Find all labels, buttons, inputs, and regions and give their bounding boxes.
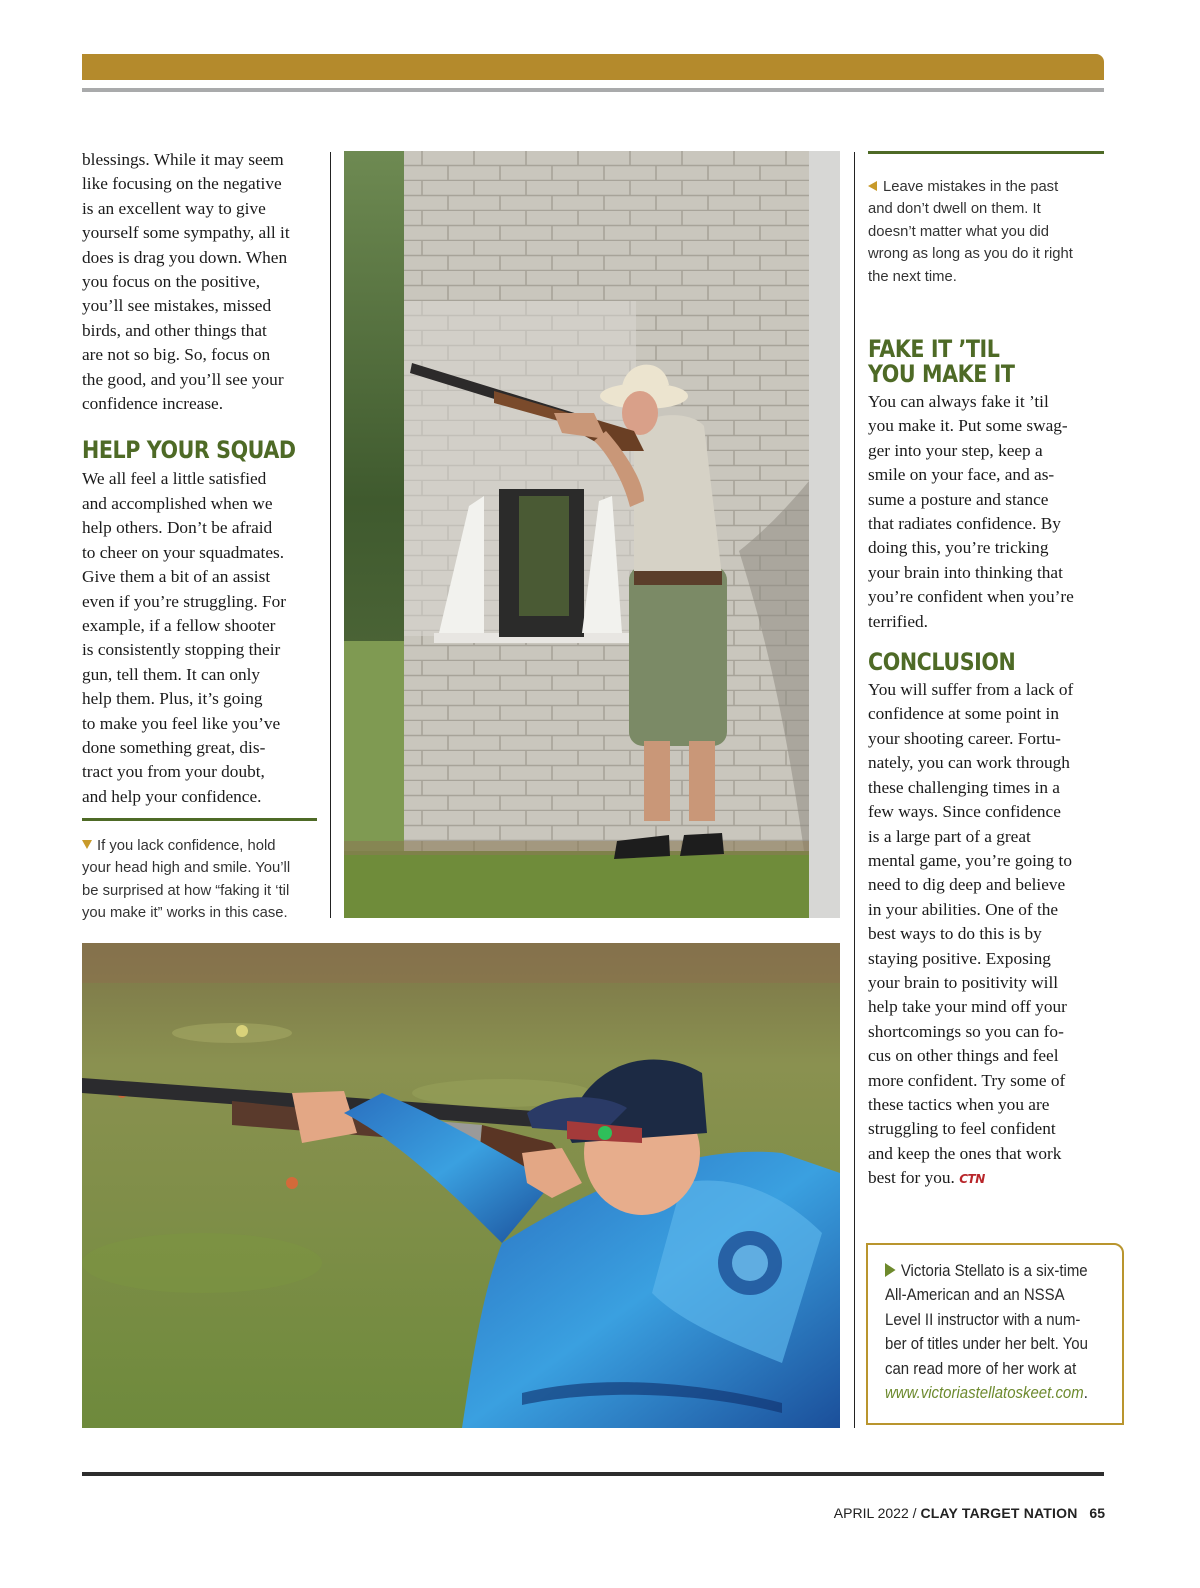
caption-line: wrong as long as you do it right	[868, 246, 1073, 263]
arrow-right-icon	[885, 1263, 896, 1277]
text-line: staying positive. Exposing	[868, 948, 1051, 968]
page-number: 65	[1089, 1505, 1105, 1521]
text-line: terrified.	[868, 611, 928, 631]
caption-rule-right	[868, 151, 1104, 154]
caption-line: you make it” works in this case.	[82, 905, 288, 922]
conclusion-paragraph	[868, 678, 1108, 1192]
bio-line	[885, 1381, 1118, 1405]
text-line: does is drag you down. When	[82, 247, 288, 267]
ctn-end-mark: CTN	[959, 1172, 985, 1187]
text-line: and accomplished when we	[82, 493, 273, 513]
text-line	[868, 1166, 1108, 1191]
text-line: cus on other things and feel	[868, 1046, 1059, 1066]
column-right	[868, 337, 1108, 1192]
photo-young-shooter-art	[82, 943, 840, 1428]
caption-line: be surprised at how “faking it ‘til	[82, 882, 290, 899]
arrow-left-icon	[868, 181, 877, 191]
caption-right	[868, 176, 1108, 288]
author-website-link[interactable]: www.victoriastellatoskeet.com	[885, 1383, 1084, 1403]
text-line-end: best for you.	[868, 1168, 955, 1188]
text-line: and keep the ones that work	[868, 1143, 1062, 1163]
text-line: are not so big. So, focus on	[82, 345, 271, 365]
footer-issue: APRIL 2022 /	[833, 1505, 917, 1521]
text-line: sume a posture and stance	[868, 489, 1049, 509]
text-line: you’re confident when you’re	[868, 587, 1074, 607]
caption-left	[82, 835, 327, 925]
heading-help-your-squad: HELP YOUR SQUAD	[82, 436, 296, 465]
page-footer	[834, 1505, 1105, 1521]
caption-rule-left	[82, 818, 317, 821]
intro-paragraph	[82, 148, 322, 416]
text-line: need to dig deep and believe	[868, 875, 1066, 895]
caption-line	[868, 176, 1108, 198]
author-bio-box	[866, 1243, 1124, 1425]
photo-young-shooter	[82, 943, 840, 1428]
arrow-down-icon	[82, 840, 92, 849]
text-line: Give them a bit of an assist	[82, 567, 271, 587]
text-line: to cheer on your squadmates.	[82, 542, 285, 562]
bio-line	[885, 1259, 1118, 1283]
text-line: example, if a fellow shooter	[82, 615, 276, 635]
text-line: best ways to do this is by	[868, 924, 1042, 944]
bio-text: Victoria Stellato is a six-time	[900, 1261, 1088, 1280]
caption-line	[82, 835, 327, 857]
text-line: more confident. Try some of	[868, 1070, 1066, 1090]
header-gold-bar	[82, 54, 1104, 80]
text-line: doing this, you’re tricking	[868, 538, 1049, 558]
bio-line: can read more of her work at	[885, 1358, 1077, 1378]
text-line: few ways. Since confidence	[868, 802, 1061, 822]
column-divider-left	[330, 152, 331, 918]
text-line: blessings. While it may seem	[82, 150, 284, 169]
bio-period: .	[1083, 1383, 1088, 1403]
text-line: your brain to positivity will	[868, 972, 1059, 992]
caption-text: Leave mistakes in the past	[883, 179, 1059, 195]
text-line: You can always fake it ’til	[868, 392, 1049, 411]
text-line: these tactics when you are	[868, 1094, 1050, 1114]
text-line: confidence at some point in	[868, 704, 1059, 724]
column-divider-right	[854, 152, 855, 1428]
text-line: You will suffer from a lack of	[868, 680, 1074, 700]
squad-paragraph	[82, 467, 322, 809]
heading-fake-it-line1: FAKE IT ’TIL	[868, 335, 1000, 363]
footer-rule	[82, 1472, 1104, 1476]
text-line: you’ll see mistakes, missed	[82, 296, 272, 316]
photo-trap-house-shooter	[344, 151, 840, 918]
bio-line: Level II instructor with a num-	[885, 1309, 1081, 1329]
heading-fake-it-line2: YOU MAKE IT	[868, 360, 1015, 388]
bio-line: ber of titles under her belt. You	[885, 1334, 1088, 1354]
text-line: help them. Plus, it’s going	[82, 689, 263, 709]
text-line: even if you’re struggling. For	[82, 591, 286, 611]
text-line: mental game, you’re going to	[868, 850, 1072, 870]
text-line: in your abilities. One of the	[868, 899, 1059, 919]
text-line: these challenging times in a	[868, 777, 1060, 797]
text-line: help take your mind off your	[868, 997, 1067, 1017]
text-line: done something great, dis-	[82, 737, 266, 757]
photo-trap-house-shooter-art	[344, 151, 840, 918]
text-line: you focus on the positive,	[82, 272, 261, 292]
text-line: ger into your step, keep a	[868, 440, 1043, 460]
text-line: nately, you can work through	[868, 753, 1070, 773]
bio-line: All-American and an NSSA	[885, 1285, 1065, 1305]
text-line: you make it. Put some swag-	[868, 416, 1068, 436]
text-line: help others. Don’t be afraid	[82, 518, 273, 538]
footer-magazine-name: CLAY TARGET NATION	[920, 1505, 1078, 1521]
text-line: yourself some sympathy, all it	[82, 223, 290, 243]
text-line: is an excellent way to give	[82, 198, 266, 218]
fake-it-paragraph	[868, 390, 1108, 634]
text-line: tract you from your doubt,	[82, 762, 265, 782]
text-line: smile on your face, and as-	[868, 465, 1055, 485]
text-line: the good, and you’ll see your	[82, 369, 284, 389]
text-line: that radiates confidence. By	[868, 514, 1061, 534]
text-line: is consistently stopping their	[82, 640, 281, 660]
header-gray-rule	[82, 88, 1104, 92]
text-line: is a large part of a great	[868, 826, 1031, 846]
column-left	[82, 148, 322, 809]
text-line: struggling to feel confident	[868, 1119, 1056, 1139]
caption-line: and don’t dwell on them. It	[868, 201, 1041, 218]
text-line: to make you feel like you’ve	[82, 713, 281, 733]
text-line: birds, and other things that	[82, 320, 267, 340]
text-line: confidence increase.	[82, 394, 224, 414]
heading-conclusion: CONCLUSION	[868, 648, 1016, 677]
caption-line: your head high and smile. You’ll	[82, 860, 291, 877]
text-line: We all feel a little satisfied	[82, 469, 267, 489]
text-line: your brain into thinking that	[868, 562, 1063, 582]
text-line: shortcomings so you can fo-	[868, 1021, 1064, 1041]
text-line: gun, tell them. It can only	[82, 664, 261, 684]
text-line: your shooting career. Fortu-	[868, 728, 1061, 748]
caption-text: If you lack confidence, hold	[97, 838, 276, 854]
text-line: and help your confidence.	[82, 786, 262, 806]
caption-line: the next time.	[868, 268, 957, 285]
text-line: like focusing on the negative	[82, 174, 282, 194]
caption-line: doesn’t matter what you did	[868, 223, 1049, 240]
